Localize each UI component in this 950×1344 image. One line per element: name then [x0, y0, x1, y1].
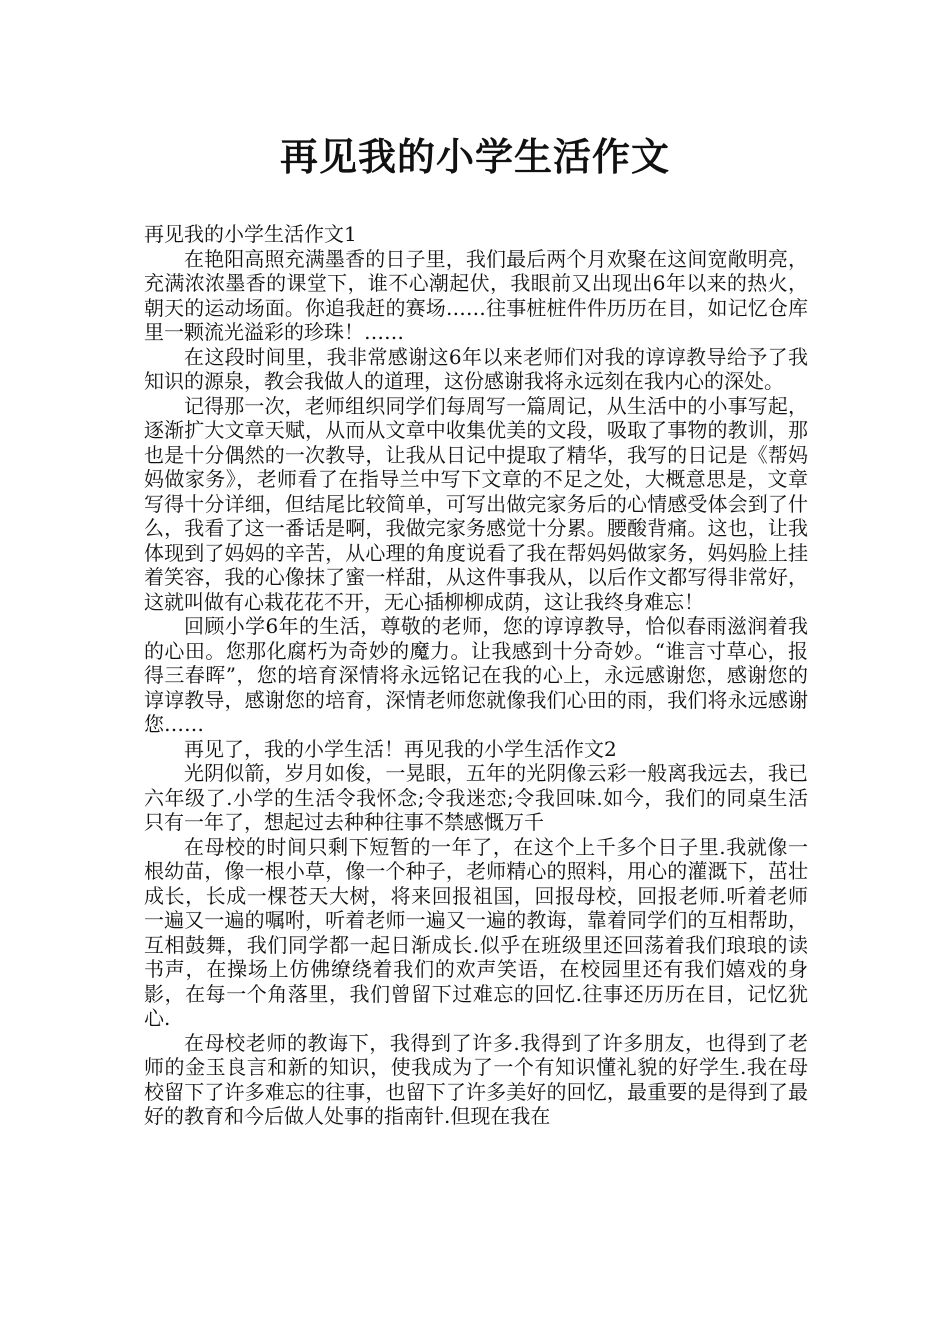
paragraph-6: 光阴似箭，岁月如俊，一晃眼，五年的光阴像云彩一般离我远去，我已六年级了.小学的生活令我怀念;令我迷恋;令我回味.如今，我们的同桌生活只有一年了，想起过去种种往事不禁感慨万千 [144, 761, 808, 834]
paragraph-8: 在母校老师的教诲下，我得到了许多.我得到了许多朋友，也得到了老师的金玉良言和新的知识，使我成为了一个有知识懂礼貌的好学生.我在母校留下了许多难忘的往事，也留下了许多美好的回忆，最重要的是得到了最好的教育和今后做人处事的指南针.但现在我在 [144, 1030, 808, 1128]
paragraph-1: 在艳阳高照充满墨香的日子里，我们最后两个月欢聚在这间宽敞明亮，充满浓浓墨香的课堂下，谁不心潮起伏，我眼前又出现出6年以来的热火，朝天的运动场面。你追我赶的赛场……往事桩桩件件历历在目，如记忆仓库里一颗流光溢彩的珍珠！…… [144, 246, 808, 344]
paragraph-2: 在这段时间里，我非常感谢这6年以来老师们对我的谆谆教导给予了我知识的源泉，教会我做人的道理，这份感谢我将永远刻在我内心的深处。 [144, 344, 808, 393]
paragraph-5: 再见了，我的小学生活！再见我的小学生活作文2 [184, 736, 617, 761]
paragraph-3: 记得那一次，老师组织同学们每周写一篇周记，从生活中的小事写起，逐渐扩大文章天赋，从而从文章中收集优美的文段，吸取了事物的教训，那也是十分偶然的一次教导，让我从日记中提取了精华，我写的日记是《帮妈妈做家务》，老师看了在指导兰中写下文章的不足之处，大概意思是，文章写得十分详细，但结尾比较简单，可写出做完家务后的心情感受体会到了什么，我看了这一番话是啊，我做完家务感觉十分累。腰酸背痛。这也，让我体现到了妈妈的辛苦，从心理的角度说看了我在帮妈妈做家务，妈妈脸上挂着笑容，我的心像抹了蜜一样甜，从这件事我从，以后作文都写得非常好，这就叫做有心栽花花不开，无心插柳柳成荫，这让我终身难忘！ [144, 393, 808, 614]
document-body [144, 222, 808, 1129]
section-heading-1: 再见我的小学生活作文1 [144, 222, 357, 246]
paragraph-4: 回顾小学6年的生活，尊敬的老师，您的谆谆教导，恰似春雨滋润着我的心田。您那化腐朽为奇妙的魔力。让我感到十分奇妙。“谁言寸草心，报得三春晖”，您的培育深情将永远铭记在我的心上，永远感谢您，感谢您的谆谆教导，感谢您的培育，深情老师您就像我们心田的雨，我们将永远感谢您…… [144, 614, 808, 736]
document-title: 再见我的小学生活作文 [279, 135, 670, 179]
paragraph-7: 在母校的时间只剩下短暂的一年了，在这个上千多个日子里.我就像一根幼苗，像一根小草，像一个种子，老师精心的照料，用心的灌溉下，茁壮成长，长成一棵苍天大树，将来回报祖国，回报母校，回报老师.听着老师一遍又一遍的嘱咐，听着老师一遍又一遍的教诲，靠着同学们的互相帮助，互相鼓舞，我们同学都一起日渐成长.似乎在班级里还回荡着我们琅琅的读书声，在操场上仿佛缭绕着我们的欢声笑语，在校园里还有我们嬉戏的身影，在每一个角落里，我们曾留下过难忘的回忆.往事还历历在目，记忆犹心. [144, 834, 808, 1030]
